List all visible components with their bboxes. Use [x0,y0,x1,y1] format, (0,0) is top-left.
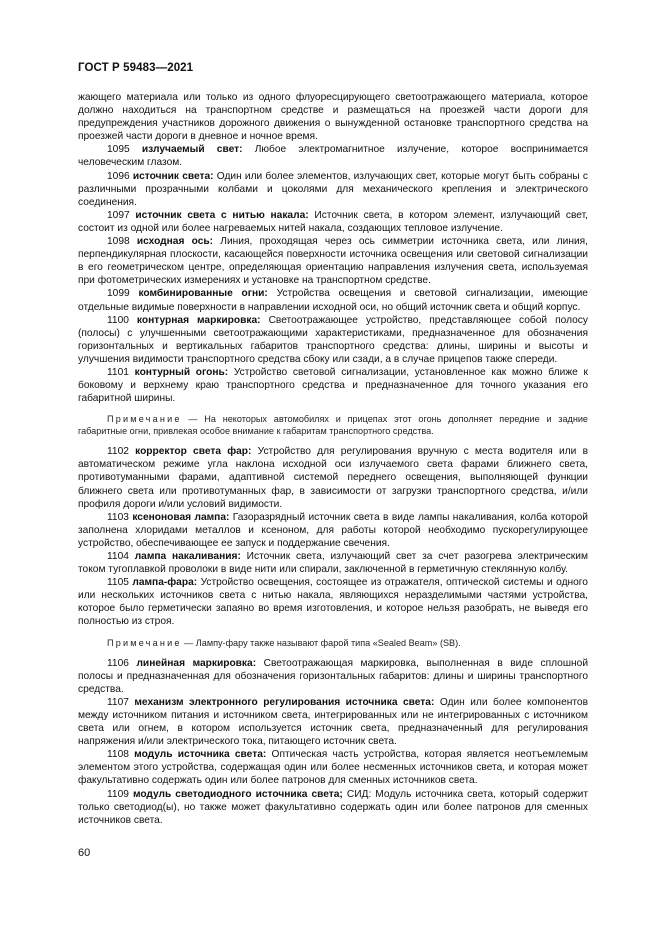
entry-number: 1099 [107,288,130,300]
entry-definition: Газоразрядный источник света в виде лампы накаливания, колба которой заполнена хлоридами металлов и ксеноном, для работы которой необходимо пускорегулирующее устройство, обеспечивающее ее запуск и поддержание свечения. [78,511,588,549]
entry-term: корректор света фар: [135,446,252,458]
entry-term: контурный огонь: [134,366,229,378]
entry-number: 1100 [107,314,129,326]
term-entry [78,143,588,169]
entry-term: линейная маркировка: [136,657,257,669]
entry-number: 1104 [107,551,129,562]
entry-definition: Один или более компонентов между источником питания и источником света, интегрированных или не интегрированных с источником света или огнем, в котором используется источник света, предназначенный для регулирования напряжения и/или электрического тока, питающего источник света. [78,696,588,748]
entry-definition: Любое электромагнитное излучение, которое воспринимается человеческим глазом. [78,144,588,169]
entry-term: источник света с нитью накала: [135,209,309,221]
entry-definition: Устройство освещения, состоящее из отражателя, оптической системы и одного или нескольких источников света с нитью накала, являющихся неразделимыми частями устройства, которое было герметически запаяно во время изготовления, и которое нельзя разобрать, не выведя его полностью из строя. [78,577,588,628]
entry-number: 1098 [107,236,130,248]
entry-definition: Светоотражающее устройство, представляющее собой полосу (полосы) с улучшенными светоотражающими характеристиками, предназначенное для обозначения горизонтальных и вертикальных габаритов транспортного средства: длины, ширины и высоты и улучшения видимости транспортного средства сбоку или сзади, а в случае прицепов также спереди. [78,314,588,365]
page-header-standard: ГОСТ Р 59483—2021 [78,62,194,74]
entry-number: 1095 [107,144,130,156]
entry-term: лампа накаливания: [134,551,241,562]
term-entry [78,235,588,287]
entry-definition: Устройство для регулирования вручную с места водителя или в автоматическом режиме угла наклона исходной оси излучаемого света фарами ближнего света, противотуманными фарами, адаптивной системой переднего освещения, выполняющей функции ближнего света или противотуманных фар, в зависимости от загрузки транспортного средства, и/или профиля дороги и/или условий видимости. [78,446,588,510]
entry-term: механизм электронного регулирования источника света: [134,696,435,708]
note-text: — Лампу-фару также называют фарой типа «Sealed Beam» (SB). [184,637,461,648]
term-entry [78,209,588,235]
entry-term: ксеноновая лампа: [132,511,230,523]
entry-number: 1096 [107,170,130,182]
entry-number: 1108 [107,749,129,761]
term-entry [78,314,588,366]
note-paragraph [78,637,588,649]
entry-number: 1109 [107,788,129,800]
entry-term: контурная маркировка: [136,314,261,326]
entry-definition: Устройство световой сигнализации, установленное как можно ближе к боковому и верхнему краю транспортного средства и предназначенное для точного указания его габаритной ширины. [78,366,588,405]
entry-term: комбинированные огни: [138,288,268,300]
entry-term: исходная ось: [136,236,214,248]
term-entry [78,696,588,748]
entry-term: модуль светодиодного источника света; [132,788,343,800]
entry-definition: СИД: Модуль источника света, который содержит только светодиод(ы), но также может факультативно содержать один или более патронов для сменных источников света. [78,788,588,826]
note-label: Примечание [107,637,182,648]
entry-definition: Оптическая часть устройства, которая является неотъемлемым элементом этого устройства, содержащая один или более несменных источников света, и которая может факультативно содержать один или более патронов для сменных источников света. [78,749,588,787]
entry-number: 1103 [107,511,129,523]
entry-definition: Источник света, в котором элемент, излучающий свет, состоит из одной или более нагреваемых нитей накала, создающих тепловое излучение. [78,209,588,234]
term-entries [78,143,588,826]
term-entry [78,366,588,405]
term-entry [78,550,588,576]
entry-definition: Источник света, излучающий свет за счет разогрева электрическим током тугоплавкой проволоки в виде нити или спирали, заключенной в герметичную стеклянную колбу. [78,551,588,576]
note-label: Примечание [107,414,182,425]
term-entry [78,657,588,696]
note-text: — На некоторых автомобилях и прицепах этот огонь дополняет передние и задние габаритные огни, привлекая особое внимание к габаритам транспортного средства. [78,414,588,437]
entry-number: 1105 [107,577,129,589]
entry-definition: Устройства освещения и световой сигнализации, имеющие отдельные видимые поверхности в направлении исходной оси, но общий источник света и общий корпус. [78,288,588,313]
document-body [78,91,588,827]
term-entry [78,287,588,313]
entry-term: лампа-фара: [132,577,198,589]
entry-definition: Линия, проходящая через ось симметрии источника света, или линия, перпендикулярная плоскости, касающейся поверхности источника освещения или световой сигнализации в его геометрическом центре, определяющая ориентацию направления излучения света, используемая при фотометрических измерениях и установке на транспортном средстве. [78,236,588,287]
term-entry [78,788,588,827]
term-entry [78,170,588,209]
entry-number: 1097 [107,209,130,221]
term-entry [78,748,588,787]
term-entry [78,445,588,510]
entry-definition: Светоотражающая маркировка, выполненная в виде сплошной полосы и предназначенная для обозначения горизонтальных габаритов: длины и ширины транспортного средства. [78,657,589,695]
page-number: 60 [78,847,91,859]
term-entry [78,511,588,550]
term-entry [78,576,588,628]
entry-number: 1101 [107,366,129,378]
entry-number: 1107 [107,696,129,708]
continuation-paragraph: жающего материала или только из одного флуоресцирующего светоотражающего материала, которое должно находиться на транспортном средстве и размещаться на проезжей части дороги для предупреждения участников дорожного движения о вынужденной остановке транспортного средства на проезжей части дороги в дневное и ночное время. [78,92,588,143]
entry-term: излучаемый свет: [141,144,243,156]
entry-number: 1102 [107,446,129,458]
entry-number: 1106 [107,657,129,669]
entry-term: модуль источника света: [134,749,267,761]
entry-definition: Один или более элементов, излучающих свет, которые могут быть собраны с различными прозрачными колбами и цоколями для механического крепления и электрического соединения. [78,170,588,208]
note-paragraph [78,413,588,437]
entry-term: источник света: [132,170,214,182]
